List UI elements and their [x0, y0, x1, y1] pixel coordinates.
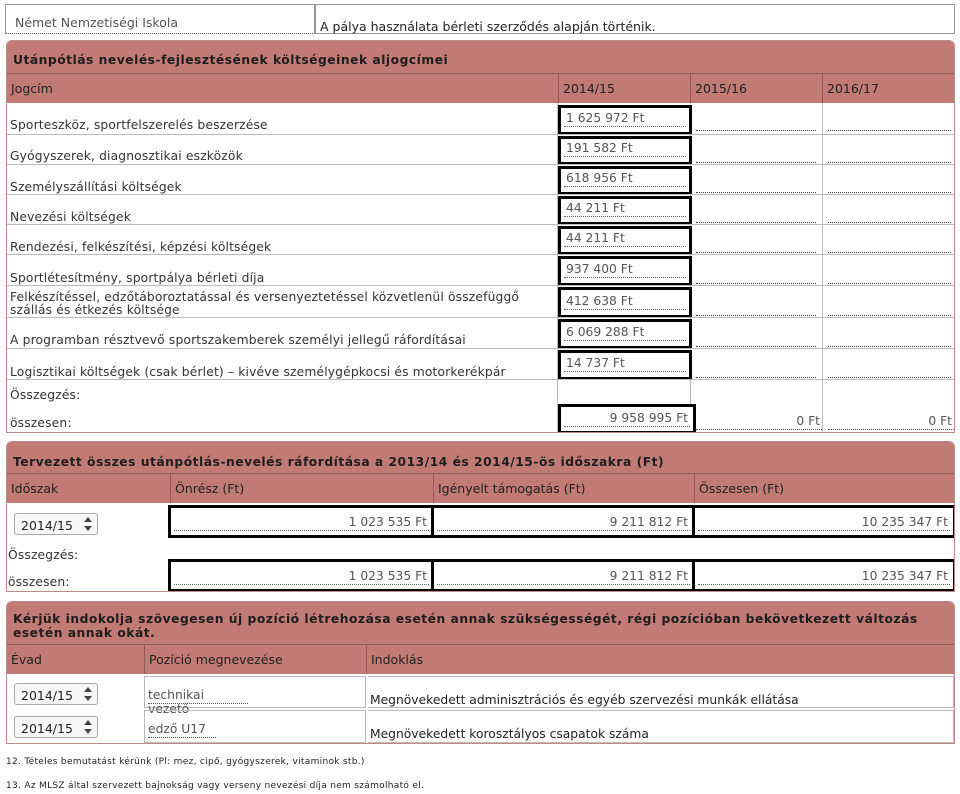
- cost-amount-value: 412 638 Ft: [564, 294, 686, 310]
- cost-amount-field[interactable]: [558, 287, 692, 318]
- header-jogcim: Jogcím: [11, 81, 53, 96]
- footnote-13: 13. Az MLSZ által szervezett bajnokság vagy verseny nevezési díja nem számolható el.: [6, 781, 425, 791]
- reason-value: Megnövekedett korosztályos csapatok száma: [370, 727, 649, 741]
- planned-body: [7, 503, 954, 592]
- total-2014-15-field: [558, 404, 696, 433]
- cost-row-label: Felkészítéssel, edzőtáboroztatással és versenyeztetéssel közvetlenül összefüggő szállás és étkezés költsége: [10, 290, 520, 317]
- cost-amount-value: 191 582 Ft: [564, 141, 686, 157]
- summary-label: Összegzés:: [10, 388, 81, 402]
- season-select-value: 2014/15: [21, 721, 73, 736]
- requested-total-value: 9 211 812 Ft: [437, 569, 690, 585]
- school-name-value: Német Nemzetiségi Iskola: [15, 15, 178, 30]
- positions-body: [7, 674, 954, 744]
- cost-amount-field[interactable]: [558, 105, 692, 135]
- school-name-field[interactable]: [5, 4, 315, 34]
- position-value: technikai vezető: [148, 688, 248, 704]
- position-value: edző U17: [148, 722, 216, 738]
- cost-row: [7, 254, 954, 285]
- usage-note: [315, 4, 955, 34]
- requested-field[interactable]: [431, 505, 696, 538]
- cost-row: [7, 348, 954, 379]
- reason-field[interactable]: [368, 710, 954, 743]
- cost-row: [7, 194, 954, 224]
- cost-amount-value: 937 400 Ft: [564, 262, 686, 278]
- cost-row: [7, 134, 954, 164]
- usage-note-text: A pálya használata bérleti szerződés alapján történik.: [320, 19, 656, 34]
- position-field[interactable]: [144, 676, 366, 716]
- spinner-icon[interactable]: [83, 517, 93, 531]
- cost-row-label: Rendezési, felkészítési, képzési költségek: [10, 240, 272, 254]
- planned-section: [6, 441, 955, 592]
- cost-row-label: Gyógyszerek, diagnosztikai eszközök: [10, 149, 243, 163]
- cost-amount-field[interactable]: [558, 350, 692, 380]
- requested-value: 9 211 812 Ft: [437, 515, 690, 531]
- cost-row: [7, 103, 954, 134]
- cost-row-label: Sporteszköz, sportfelszerelés beszerzése: [10, 118, 268, 132]
- own-value: 1 023 535 Ft: [174, 515, 429, 531]
- header-season: Évad: [11, 652, 42, 667]
- cost-amount-field[interactable]: [558, 166, 692, 195]
- cost-amount-field[interactable]: [558, 256, 692, 286]
- header-requested: Igényelt támogatás (Ft): [433, 474, 694, 503]
- total-field[interactable]: [692, 505, 955, 538]
- positions-header-row: [7, 644, 954, 674]
- cost-row-label: Logisztikai költségek (csak bérlet) – kivéve személygépkocsi és motorkerékpár: [10, 365, 506, 379]
- cost-amount-field[interactable]: [558, 319, 692, 349]
- costs-title: Utánpótlás nevelés-fejlesztésének költségeinek aljogcímei: [7, 41, 954, 73]
- season-select[interactable]: [14, 716, 98, 738]
- cost-row: [7, 317, 954, 348]
- total-2014-15-value: 9 958 995 Ft: [564, 411, 690, 427]
- cost-row-label: A programban résztvevő sportszakemberek személyi jellegű ráfordításai: [10, 333, 466, 347]
- costs-header-row: [7, 73, 954, 103]
- cost-amount-value: 6 069 288 Ft: [564, 325, 686, 341]
- total-label: összesen:: [10, 416, 72, 430]
- header-own: Önrész (Ft): [170, 474, 433, 503]
- period-select-value: 2014/15: [21, 518, 73, 533]
- cost-row: [7, 224, 954, 254]
- planned-header-row: [7, 473, 954, 503]
- cost-amount-value: 44 211 Ft: [564, 201, 686, 217]
- positions-title: Kérjük indokolja szövegesen új pozíció létrehozása esetén annak szükségességét, régi pozícióban bekövetkezett változás esetén annak okát.: [7, 602, 954, 644]
- reason-value: Megnövekedett adminisztrációs és egyéb szervezési munkák ellátása: [370, 693, 799, 707]
- reason-field[interactable]: [368, 676, 954, 708]
- season-select-value: 2014/15: [21, 688, 73, 703]
- cost-row: [7, 285, 954, 317]
- own-field[interactable]: [168, 505, 435, 538]
- header-total: Összesen (Ft): [694, 474, 955, 503]
- positions-section: [6, 601, 955, 744]
- own-total-field: [168, 559, 435, 592]
- header-period: Időszak: [11, 481, 59, 496]
- cost-row-label: Személyszállítási költségek: [10, 180, 182, 194]
- total-2016-17-value: 0 Ft: [828, 414, 954, 430]
- cost-amount-field[interactable]: [558, 136, 692, 165]
- spinner-icon[interactable]: [83, 720, 93, 734]
- planned-total-label: összesen:: [8, 575, 70, 589]
- cost-amount-value: 618 956 Ft: [564, 171, 686, 187]
- cost-amount-value: 14 737 Ft: [564, 356, 686, 372]
- cost-row-label: Nevezési költségek: [10, 210, 131, 224]
- planned-summary-label: Összegzés:: [8, 548, 79, 562]
- cost-row-label: Sportlétesítmény, sportpálya bérleti díja: [10, 271, 265, 285]
- total-value: 10 235 347 Ft: [698, 515, 950, 531]
- header-reason: Indoklás: [366, 645, 955, 674]
- period-select[interactable]: [14, 513, 98, 535]
- season-select[interactable]: [14, 683, 98, 705]
- requested-total-field: [431, 559, 696, 592]
- cost-amount-field[interactable]: [558, 226, 692, 255]
- total-total-field: [692, 559, 955, 592]
- cost-amount-field[interactable]: [558, 196, 692, 225]
- header-2014-15: 2014/15: [558, 74, 690, 103]
- total-2015-16-value: 0 Ft: [696, 414, 822, 430]
- position-field[interactable]: [144, 710, 366, 743]
- cost-amount-value: 1 625 972 Ft: [564, 111, 686, 127]
- header-2015-16: 2015/16: [690, 74, 822, 103]
- costs-body: [7, 103, 954, 433]
- spinner-icon[interactable]: [83, 687, 93, 701]
- cost-amount-value: 44 211 Ft: [564, 231, 686, 247]
- total-total-value: 10 235 347 Ft: [698, 569, 950, 585]
- own-total-value: 1 023 535 Ft: [174, 569, 429, 585]
- footnote-12: 12. Tételes bemutatást kérünk (Pl: mez, cipő, gyógyszerek, vitaminok stb.): [6, 757, 365, 767]
- header-position: Pozíció megnevezése: [144, 645, 366, 674]
- costs-section: [6, 40, 955, 433]
- header-2016-17: 2016/17: [822, 74, 955, 103]
- planned-title: Tervezett összes utánpótlás-nevelés ráfordítása a 2013/14 és 2014/15-ös időszakra (Ft): [7, 442, 954, 473]
- cost-row: [7, 164, 954, 194]
